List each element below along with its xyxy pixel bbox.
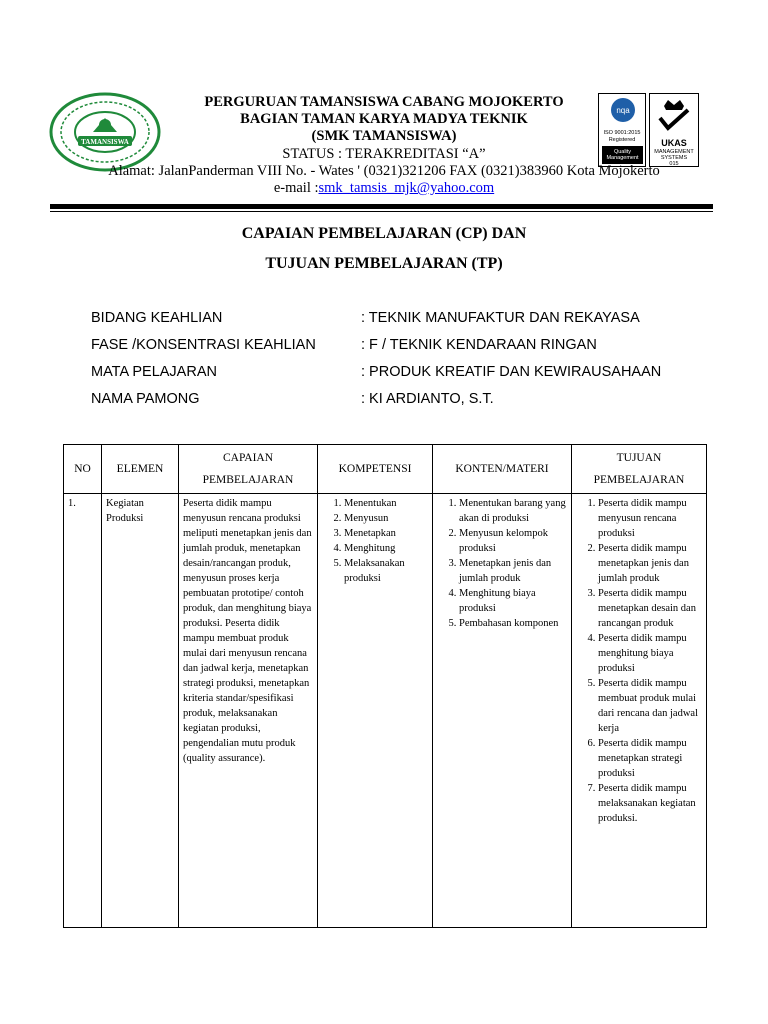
cell-no: 1. (64, 494, 102, 928)
info-value: : PRODUK KREATIF DAN KEWIRAUSAHAAN (361, 364, 662, 380)
cell-konten (433, 494, 572, 928)
list-item: 5. Melaksanakan produksi (344, 556, 428, 586)
list-item: 5. Pembahasan komponen (459, 616, 567, 631)
nqa-quality-text: Quality (613, 149, 632, 155)
cell-tujuan (572, 494, 707, 928)
letterhead-divider-thin (50, 211, 713, 212)
address-line: Alamat: JalanPanderman VIII No. - Wates ' (0321)321206 FAX (0321)383960 Kota Mojokerto (108, 163, 660, 179)
header-tujuan-line2: PEMBELAJARAN (593, 474, 685, 486)
list-item: 3. Peserta didik mampu menetapkan desain dan rancangan produk (598, 586, 702, 631)
table-row (64, 494, 707, 928)
list-item: 2. Peserta didik mampu menetapkan jenis dan jumlah produk (598, 541, 702, 586)
table-header-row (64, 445, 707, 494)
nqa-registered-text: Registered (608, 137, 636, 143)
cp-tp-table (63, 444, 707, 928)
document-title-line2: TUJUAN PEMBELAJARAN (TP) (265, 255, 503, 272)
school-name: (SMK TAMANSISWA) (311, 128, 457, 144)
list-item: 7. Peserta didik mampu melaksanakan kegiatan produksi. (598, 781, 702, 826)
ukas-systems-text: SYSTEMS (660, 155, 688, 161)
konten-list (437, 496, 567, 631)
email-link[interactable]: smk_tamsis_mjk@yahoo.com (318, 180, 495, 196)
info-label: FASE /KONSENTRASI KEAHLIAN (91, 337, 316, 353)
email-prefix: e-mail : (273, 180, 319, 196)
header-elemen: ELEMEN (102, 445, 179, 494)
list-item: 3. Menetapkan (344, 526, 428, 541)
list-item: 4. Peserta didik mampu menghitung biaya produksi (598, 631, 702, 676)
cell-kompetensi (318, 494, 433, 928)
list-item: 1. Menentukan barang yang akan di produksi (459, 496, 567, 526)
list-item: 6. Peserta didik mampu menetapkan strategi produksi (598, 736, 702, 781)
ukas-label: UKAS (661, 138, 687, 148)
info-value: : KI ARDIANTO, S.T. (361, 391, 494, 407)
list-item: 1. Menentukan (344, 496, 428, 511)
list-item: 2. Menyusun (344, 511, 428, 526)
header-konten: KONTEN/MATERI (433, 445, 572, 494)
list-item: 2. Menyusun kelompok produksi (459, 526, 567, 556)
cell-capaian: Peserta didik mampu menyusun rencana produksi meliputi menetapkan jenis dan jumlah produk, menetapkan desain/rancangan produk, menyusun proses kerja pembuatan prototipe/ contoh produk, dan menghitung biaya produksi. Peserta didik mampu membuat produk mulai dari menyusun rencana dan jadwal kerja, menetapkan strategi produksi, menetapkan kriteria standar/spesifikasi produk, melaksanakan kegiatan produksi, pengendalian mutu produk (quality assurance). (179, 494, 318, 928)
accreditation-status: STATUS : TERAKREDITASI “A” (282, 146, 486, 162)
list-item: 4. Menghitung biaya produksi (459, 586, 567, 616)
list-item: 5. Peserta didik mampu membuat produk mulai dari rencana dan jadwal kerja (598, 676, 702, 736)
department-name: BAGIAN TAMAN KARYA MADYA TEKNIK (240, 111, 528, 127)
header-capaian-line2: PEMBELAJARAN (202, 474, 294, 486)
info-label: NAMA PAMONG (91, 391, 200, 407)
ukas-management-text: MANAGEMENT (654, 149, 694, 155)
email-line (0, 180, 768, 197)
header-no: NO (64, 445, 102, 494)
list-item: 3. Menetapkan jenis dan jumlah produk (459, 556, 567, 586)
kompetensi-list (322, 496, 428, 586)
cell-elemen: Kegiatan Produksi (102, 494, 179, 928)
header-tujuan-line1: TUJUAN (616, 452, 662, 464)
info-value: : TEKNIK MANUFAKTUR DAN REKAYASA (361, 310, 640, 326)
header-capaian (179, 445, 318, 494)
header-capaian-line1: CAPAIAN (222, 452, 274, 464)
header-kompetensi: KOMPETENSI (318, 445, 433, 494)
nqa-management-text: Management (606, 155, 639, 161)
logo-text: TAMANSISWA (81, 138, 129, 146)
tujuan-list (576, 496, 702, 826)
ukas-number-text: 015 (669, 161, 679, 167)
nqa-label: nqa (616, 106, 630, 115)
document-title-line1: CAPAIAN PEMBELAJARAN (CP) DAN (241, 225, 527, 242)
organization-name: PERGURUAN TAMANSISWA CABANG MOJOKERTO (204, 94, 564, 110)
nqa-iso-text: ISO 9001:2015 (603, 130, 641, 136)
list-item: 4. Menghitung (344, 541, 428, 556)
list-item: 1. Peserta didik mampu menyusun rencana produksi (598, 496, 702, 541)
info-label: MATA PELAJARAN (91, 364, 217, 380)
letterhead-divider-thick (50, 204, 713, 209)
info-label: BIDANG KEAHLIAN (91, 310, 223, 326)
info-value: : F / TEKNIK KENDARAAN RINGAN (361, 337, 597, 353)
header-tujuan (572, 445, 707, 494)
